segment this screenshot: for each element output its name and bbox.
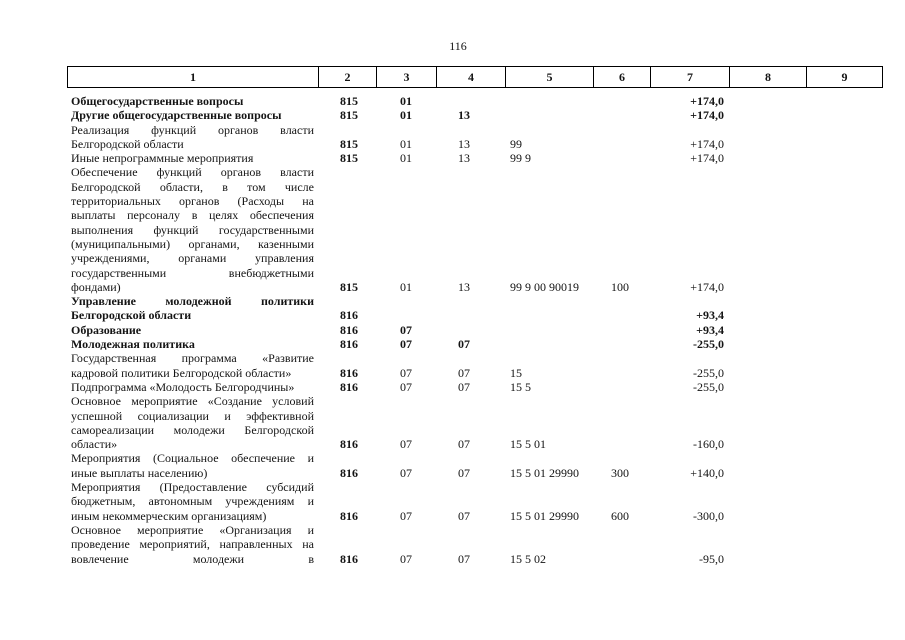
row-name-line: Подпрограмма «Молодость Белгородчины»	[71, 379, 295, 394]
row-name	[67, 94, 318, 108]
table-row	[67, 394, 883, 451]
vr-cell	[593, 294, 650, 323]
row-name-line: вовлечение молодежи в	[71, 551, 314, 566]
rz-cell: 07	[400, 379, 412, 394]
row-name	[67, 523, 318, 566]
col8-cell	[729, 480, 806, 523]
vr-cell	[593, 351, 650, 380]
row-name-line: Мероприятия (Предоставление субсидий	[71, 480, 314, 495]
col9-cell	[806, 165, 883, 294]
pr-cell: 07	[458, 551, 470, 566]
rz-cell: 01	[400, 279, 412, 294]
rz-cell: 01	[400, 151, 412, 166]
vr-cell	[593, 380, 650, 394]
table-row	[67, 108, 883, 122]
ved-cell: 816	[340, 508, 358, 523]
row-name	[67, 323, 318, 337]
csr-cell: 15 5	[510, 379, 531, 394]
col8-cell	[729, 337, 806, 351]
row-name-line: учреждениями, органами управления	[71, 251, 314, 266]
amount-cell: -95,0	[699, 551, 724, 566]
amount-cell: +140,0	[690, 465, 724, 480]
row-name-line: фондами)	[71, 279, 121, 294]
vr-cell	[593, 123, 650, 152]
row-name-line: успешной социализации и эффективной	[71, 408, 314, 423]
amount-cell: +93,4	[696, 308, 724, 323]
col8-cell	[729, 151, 806, 165]
col8-cell	[729, 165, 806, 294]
col9-cell	[806, 323, 883, 337]
table-row	[67, 351, 883, 380]
amount-cell: -160,0	[693, 437, 724, 452]
pr-cell	[436, 294, 505, 323]
col8-cell	[729, 523, 806, 566]
csr-cell: 15 5 01 29990	[510, 465, 579, 480]
row-name-line: Другие общегосударственные вопросы	[71, 108, 282, 123]
header-col-2: 2	[318, 67, 376, 87]
vr-cell	[593, 94, 650, 108]
ved-cell: 815	[340, 279, 358, 294]
rz-cell: 07	[400, 437, 412, 452]
rz-cell: 07	[400, 465, 412, 480]
row-name-line: Общегосударственные вопросы	[71, 94, 244, 108]
row-name-line: Иные непрограммные мероприятия	[71, 151, 254, 166]
pr-cell: 13	[458, 108, 470, 123]
vr-cell	[593, 523, 650, 566]
csr-cell	[505, 108, 593, 122]
table-row	[67, 451, 883, 480]
row-name-line: Реализация функций органов власти	[71, 122, 314, 137]
header-col-6: 6	[593, 67, 650, 87]
ved-cell: 815	[340, 136, 358, 151]
row-name	[67, 123, 318, 152]
row-name-line: Основное мероприятие «Создание условий	[71, 394, 314, 409]
row-name-line: выполнения функций государственными	[71, 222, 314, 237]
rz-cell: 07	[400, 365, 412, 380]
header-col-4: 4	[436, 67, 505, 87]
pr-cell: 07	[458, 508, 470, 523]
row-name	[67, 108, 318, 122]
rz-cell	[376, 294, 436, 323]
row-name-line: области»	[71, 437, 118, 452]
col9-cell	[806, 351, 883, 380]
header-col-7: 7	[650, 67, 729, 87]
amount-cell: +174,0	[690, 108, 724, 123]
table-row	[67, 337, 883, 351]
col9-cell	[806, 337, 883, 351]
col8-cell	[729, 123, 806, 152]
row-name-line: Управление молодежной политики	[71, 294, 314, 309]
col9-cell	[806, 480, 883, 523]
col8-cell	[729, 351, 806, 380]
col9-cell	[806, 123, 883, 152]
row-name-line: Мероприятия (Социальное обеспечение и	[71, 451, 314, 466]
table-row	[67, 123, 883, 152]
amount-cell: -255,0	[693, 337, 724, 352]
row-name-line: иные выплаты населению)	[71, 465, 208, 480]
amount-cell: +174,0	[690, 94, 724, 108]
ved-cell: 815	[340, 94, 358, 108]
col9-cell	[806, 108, 883, 122]
pr-cell: 13	[458, 151, 470, 166]
rz-cell: 01	[400, 108, 412, 123]
ved-cell: 816	[340, 379, 358, 394]
vr-cell	[593, 323, 650, 337]
csr-cell	[505, 323, 593, 337]
budget-table	[67, 94, 883, 566]
row-name	[67, 165, 318, 294]
row-name-line: Основное мероприятие «Организация и	[71, 522, 314, 537]
csr-cell: 15 5 01 29990	[510, 508, 579, 523]
col8-cell	[729, 94, 806, 108]
row-name-line: территориальных органов (Расходы на	[71, 194, 314, 209]
table-row	[67, 323, 883, 337]
row-name-line: бюджетным, автономным учреждениям и	[71, 494, 314, 509]
col8-cell	[729, 323, 806, 337]
table-row	[67, 151, 883, 165]
rz-cell: 07	[400, 337, 412, 352]
col8-cell	[729, 451, 806, 480]
row-name	[67, 394, 318, 451]
rz-cell: 07	[400, 322, 412, 337]
pr-cell	[436, 94, 505, 108]
pr-cell: 07	[458, 337, 470, 352]
row-name-line: Белгородской области, в том числе	[71, 179, 314, 194]
row-name-line: Белгородской области	[71, 308, 192, 323]
table-row	[67, 165, 883, 294]
row-name-line: Белгородской области	[71, 136, 184, 151]
row-name	[67, 151, 318, 165]
pr-cell: 13	[458, 279, 470, 294]
row-name-line: кадровой политики Белгородской области»	[71, 365, 292, 380]
header-col-5: 5	[505, 67, 593, 87]
csr-cell: 99 9	[510, 151, 531, 166]
header-col-1: 1	[190, 70, 196, 84]
table-row	[67, 523, 883, 566]
rz-cell: 07	[400, 508, 412, 523]
rz-cell: 07	[400, 551, 412, 566]
vr-cell	[593, 108, 650, 122]
table-row	[67, 294, 883, 323]
csr-cell	[505, 294, 593, 323]
amount-cell: -255,0	[693, 379, 724, 394]
csr-cell: 15	[510, 365, 522, 380]
ved-cell: 815	[340, 151, 358, 166]
col8-cell	[729, 380, 806, 394]
csr-cell: 15 5 01	[510, 437, 546, 452]
amount-cell: +174,0	[690, 151, 724, 166]
row-name	[67, 351, 318, 380]
pr-cell	[436, 323, 505, 337]
row-name-line: иным некоммерческим организациям)	[71, 508, 267, 523]
ved-cell: 816	[340, 322, 358, 337]
amount-cell: -255,0	[693, 365, 724, 380]
col8-cell	[729, 294, 806, 323]
ved-cell: 816	[340, 437, 358, 452]
amount-cell: +174,0	[690, 136, 724, 151]
rz-cell: 01	[400, 94, 412, 108]
table-row	[67, 380, 883, 394]
csr-cell: 99 9 00 90019	[510, 279, 579, 294]
pr-cell: 07	[458, 437, 470, 452]
header-col-3: 3	[376, 67, 436, 87]
header-col-9: 9	[806, 67, 882, 87]
row-name-line: Государственная программа «Развитие	[71, 351, 314, 366]
row-name-line: выплаты персоналу в целях обеспечения	[71, 208, 314, 223]
vr-cell	[593, 394, 650, 451]
header-col-8: 8	[729, 67, 806, 87]
pr-cell: 07	[458, 365, 470, 380]
ved-cell: 816	[340, 308, 358, 323]
col9-cell	[806, 523, 883, 566]
vr-cell	[593, 337, 650, 351]
row-name-line: государственными внебюджетными	[71, 265, 314, 280]
vr-cell: 600	[611, 508, 629, 523]
amount-cell: +93,4	[696, 322, 724, 337]
ved-cell: 816	[340, 337, 358, 352]
ved-cell: 815	[340, 108, 358, 123]
row-name	[67, 451, 318, 480]
csr-cell	[505, 337, 593, 351]
rz-cell: 01	[400, 136, 412, 151]
vr-cell: 300	[611, 465, 629, 480]
table-header-row	[67, 66, 883, 88]
pr-cell: 07	[458, 465, 470, 480]
col9-cell	[806, 151, 883, 165]
row-name-line: Обеспечение функций органов власти	[71, 165, 314, 180]
csr-cell: 15 5 02	[510, 551, 546, 566]
table-row	[67, 480, 883, 523]
ved-cell: 816	[340, 551, 358, 566]
vr-cell: 100	[611, 279, 629, 294]
row-name-line: Образование	[71, 322, 142, 337]
col8-cell	[729, 108, 806, 122]
row-name-line: (муниципальными) органами, казенными	[71, 236, 314, 251]
row-name	[67, 337, 318, 351]
col9-cell	[806, 451, 883, 480]
row-name-line: самореализации молодежи Белгородской	[71, 422, 314, 437]
table-row	[67, 94, 883, 108]
row-name-line: Молодежная политика	[71, 337, 195, 352]
col9-cell	[806, 380, 883, 394]
row-name	[67, 294, 318, 323]
col9-cell	[806, 394, 883, 451]
row-name	[67, 380, 318, 394]
csr-cell	[505, 94, 593, 108]
col8-cell	[729, 394, 806, 451]
amount-cell: -300,0	[693, 508, 724, 523]
col9-cell	[806, 294, 883, 323]
row-name	[67, 480, 318, 523]
row-name-line: проведение мероприятий, направленных на	[71, 537, 314, 552]
ved-cell: 816	[340, 465, 358, 480]
pr-cell: 07	[458, 379, 470, 394]
col9-cell	[806, 94, 883, 108]
ved-cell: 816	[340, 365, 358, 380]
pr-cell: 13	[458, 136, 470, 151]
page-number: 116	[449, 39, 467, 53]
amount-cell: +174,0	[690, 279, 724, 294]
vr-cell	[593, 151, 650, 165]
csr-cell: 99	[510, 136, 522, 151]
